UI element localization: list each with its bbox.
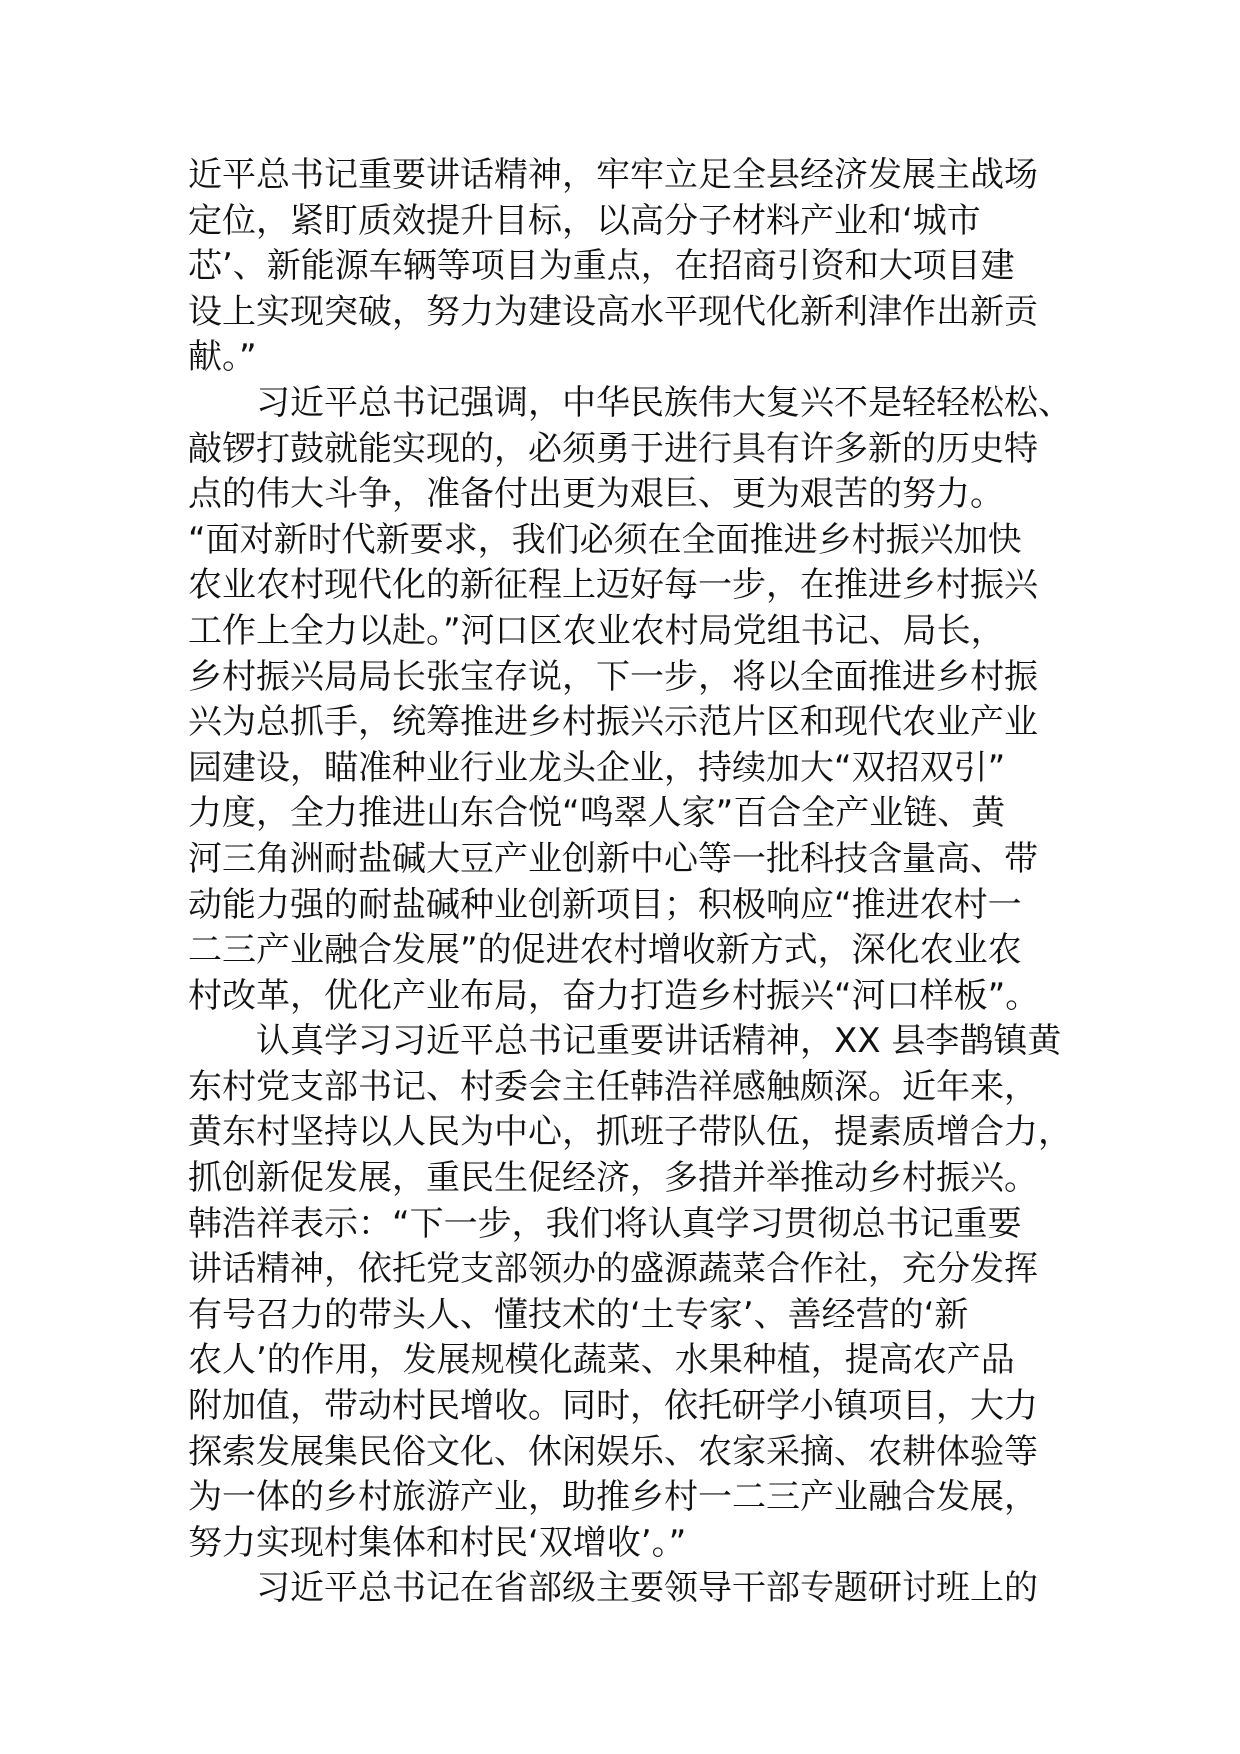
text-line: 力度，全力推进山东合悦“鸣翠人家”百合全产业链、黄 bbox=[188, 793, 1006, 834]
text-line: 近平总书记重要讲话精神，牢牢立足全县经济发展主战场 bbox=[188, 155, 1038, 195]
text-line: 探索发展集民俗文化、休闲娱乐、农家采摘、农耕体验等 bbox=[188, 1431, 1038, 1472]
text-line: 为一体的乡村旅游产业，助推乡村一二三产业融合发展， bbox=[188, 1477, 1038, 1518]
text-line: 黄东村坚持以人民为中心，抓班子带队伍，提素质增合力， bbox=[188, 1112, 1072, 1153]
paragraph-4 bbox=[188, 1566, 1068, 1612]
paragraph-2 bbox=[188, 381, 1072, 1019]
text-line: 芯’、新能源车辆等项目为重点，在招商引资和大项目建 bbox=[188, 246, 1015, 287]
text-line: 工作上全力以赴。”河口区农业农村局党组书记、局长， bbox=[188, 610, 1005, 651]
text-line: 习近平总书记强调，中华民族伟大复兴不是轻轻松松、 bbox=[256, 382, 1072, 423]
text-line: 讲话精神，依托党支部领办的盛源蔬菜合作社，充分发挥 bbox=[188, 1249, 1038, 1290]
text-line: 东村党支部书记、村委会主任韩浩祥感触颇深。近年来， bbox=[188, 1066, 1038, 1107]
text-line: 习近平总书记在省部级主要领导干部专题研讨班上的 bbox=[256, 1568, 1038, 1609]
text-line: 有号召力的带头人、懂技术的‘土专家’、善经营的‘新 bbox=[188, 1294, 969, 1335]
text-line: 设上实现突破，努力为建设高水平现代化新利津作出新贡 bbox=[188, 291, 1038, 332]
paragraph-3 bbox=[188, 1019, 1072, 1566]
text-line: 韩浩祥表示：“下一步，我们将认真学习贯彻总书记重要 bbox=[188, 1203, 1022, 1244]
text-line: 抓创新促发展，重民生促经济，多措并举推动乡村振兴。 bbox=[188, 1158, 1038, 1199]
text-line: 敲锣打鼓就能实现的，必须勇于进行具有许多新的历史特 bbox=[188, 428, 1038, 469]
document-body bbox=[188, 153, 1072, 1612]
text-line: 农人’的作用，发展规模化蔬菜、水果种植，提高农产品 bbox=[188, 1340, 1015, 1381]
text-line: 园建设，瞄准种业行业龙头企业，持续加大“双招双引” bbox=[188, 747, 1006, 788]
text-line: 兴为总抓手，统筹推进乡村振兴示范片区和现代农业产业 bbox=[188, 702, 1038, 743]
text-line: 村改革，优化产业布局，奋力打造乡村振兴“河口样板”。 bbox=[188, 975, 1040, 1016]
text-line: 动能力强的耐盐碱种业创新项目；积极响应“推进农村一 bbox=[188, 884, 1022, 925]
text-line: “面对新时代新要求，我们必须在全面推进乡村振兴加快 bbox=[188, 519, 1022, 560]
text-line: 二三产业融合发展”的促进农村增收新方式，深化农业农 bbox=[188, 930, 1022, 971]
paragraph-1 bbox=[188, 153, 1068, 381]
text-line: 附加值，带动村民增收。同时，依托研学小镇项目，大力 bbox=[188, 1386, 1038, 1427]
text-line: 献。” bbox=[188, 337, 257, 378]
text-line: 努力实现村集体和村民‘双增收’。” bbox=[188, 1522, 687, 1563]
text-line: 农业农村现代化的新征程上迈好每一步，在推进乡村振兴 bbox=[188, 565, 1038, 606]
text-line: 乡村振兴局局长张宝存说，下一步，将以全面推进乡村振 bbox=[188, 656, 1038, 697]
text-line: 点的伟大斗争，准备付出更为艰巨、更为艰苦的努力。 bbox=[188, 474, 1004, 515]
text-line: 定位，紧盯质效提升目标，以高分子材料产业和‘城市 bbox=[188, 200, 981, 241]
text-line: 河三角洲耐盐碱大豆产业创新中心等一批科技含量高、带 bbox=[188, 838, 1038, 879]
text-line: 认真学习习近平总书记重要讲话精神，XX 县李鹊镇黄 bbox=[256, 1021, 1062, 1062]
